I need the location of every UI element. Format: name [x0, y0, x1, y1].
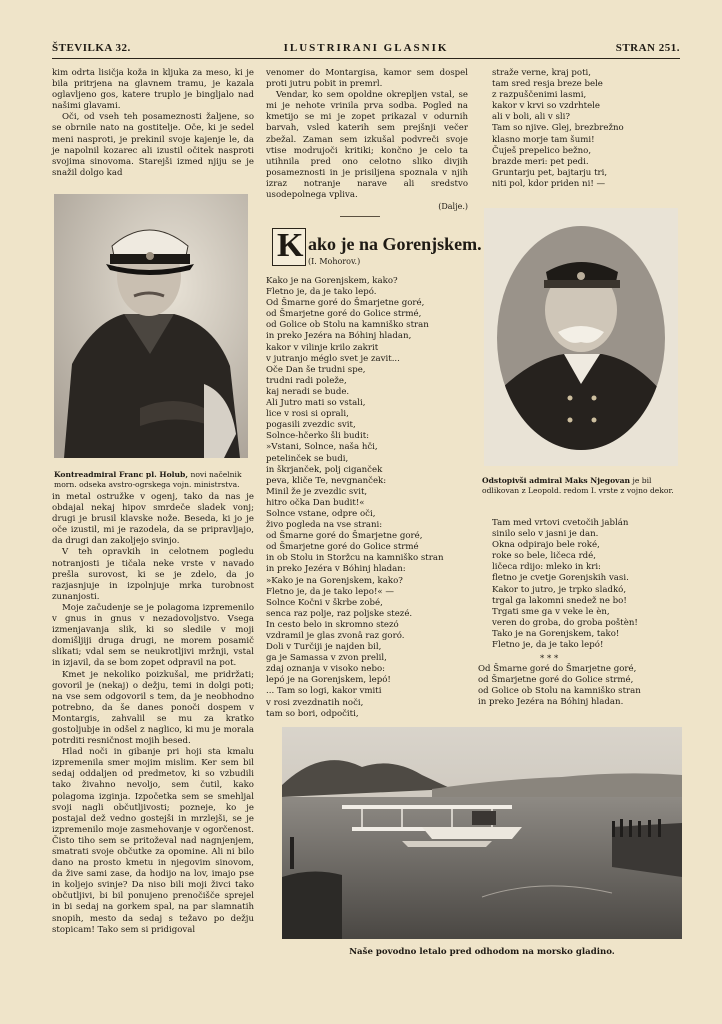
poem-line: Okna odpirajo bele roké, — [492, 540, 600, 551]
stars-divider: * * * — [540, 654, 559, 664]
poem-line: Minil že je zvezdic svit, — [266, 486, 368, 497]
photo1-caption — [54, 470, 250, 489]
poem-line: od Šmarjetne goré do Golice strmé, — [478, 675, 634, 686]
poem-line: Tam so njive. Glej, brezbrežno — [492, 123, 624, 134]
poem-author: (I. Mohorov.) — [308, 257, 361, 266]
poem-line: »Kako je na Gorenjskem, kako? — [266, 575, 403, 586]
caption-text: je bil odlikovan z Leopold. redom I. vrste z vojno dekor. — [482, 476, 674, 495]
photo2-caption — [482, 476, 682, 495]
poem-line: Tako je na Gorenjskem, tako! — [492, 628, 620, 639]
poem-line: v rosi zvezdnatih noči, — [266, 697, 364, 708]
poem-title — [272, 228, 482, 264]
poem-line: In cesto belo in skromno stezó — [266, 619, 399, 630]
poem-line: in škrjanček, polj ciganček — [266, 464, 383, 475]
poem-line: Gruntarju pet, bajtarju tri, — [492, 167, 608, 178]
col1-top-text — [52, 68, 254, 179]
poem-line: in ob Stolu in Storžcu na kamniško stran — [266, 553, 444, 564]
poem-line: Doli v Turčiji je najden bil, — [266, 642, 382, 653]
poem-line: kaj neradi se bude. — [266, 386, 350, 397]
poem-line: Oče Dan še trudni spe, — [266, 364, 366, 375]
page-number: STRAN 251. — [615, 42, 680, 54]
poem-line: roke so bele, ličeca rdé, — [492, 551, 596, 562]
poem-line: fletno je cvetje Gorenjskih vasi. — [492, 573, 629, 584]
poem-line: in preko Jezéra v Bóhinj hladan: — [266, 564, 406, 575]
issue-number: ŠTEVILKA 32. — [52, 42, 131, 54]
poem-line: tam sred resja breze bele — [492, 79, 603, 90]
poem-line: hitro očka Dan budit!« — [266, 497, 365, 508]
poem-line: vzdramil je glas zvonâ raz goró. — [266, 631, 405, 641]
poem-line: kakor v krvi so vzdrhtele — [492, 101, 601, 112]
poem-line: Trgati sme ga v veke le èn, — [492, 606, 610, 617]
poem-line: petelinček se budi, — [266, 453, 349, 464]
poem-line: Čuješ prepelico bežno, — [492, 145, 592, 156]
poem-line: in preko Jezéra na Bóhinj hladan, — [266, 331, 412, 342]
col2-top-text — [266, 68, 468, 212]
magazine-title: ILUSTRIRANI GLASNIK — [283, 42, 449, 54]
poem-line: ali v boli, ali v sli? — [492, 112, 571, 123]
paragraph: Hlad noči in gibanje pri hoji sta kmalu izpremenila smer mojim mislim. Ker sem bil sedaj oddaljen od predmetov, ki so vzbudili tako živahno nevoljo, sem čutil, kako polagoma izginja. Izpočetka sem se smehljal svoji nagli občutljivosti; pozneje, ko je postajal dež vedno gostejši in mrzlejši, se je izpremenilo moje zasmehovanje v ogorčenost. Čisto tiho sem se pritoževal nad nagnjenjem, smatrati svoje občutke za opomine. Ali ni bilo dano na prosto kmetu in njegovim sinovom, da žive sami zase, da hodijo na lov, imajo pse in koljejo svinje? Da niso bili moji živci tako občutljivi, bi bil ponujeno prenočišče sprejel in bi sedaj na gorkem spal, na par slamnatih snopih, mesto da sedaj s težavo po dežju stopicam! Tako sem si pridigoval — [52, 747, 254, 935]
poem-line: Ali Jutro mati so vstali, — [266, 398, 366, 409]
paragraph: Moje začudenje se je polagoma izpremenilo v gnus in gnus v nezadovoljstvo. Vsega izmenjavanja slik, ki so sledile v moji domišljiji druga drugi, ne morem posamič slikati; vdal sem se neukrotljivi mržnji, vstal in izjavil, da se bom zopet odpravil na pot. — [52, 602, 254, 669]
header-rule — [52, 58, 680, 59]
poem-line: ličeca rdijo: mleko in kri: — [492, 562, 601, 573]
caption-name: Kontreadmiral Franc pl. Holub, — [54, 470, 189, 479]
portrait-photo-njegovan — [484, 208, 678, 466]
paragraph: kim odrta lisičja koža in kljuka za meso, ki je bila pritrjena na glavnem tramu, je kazala oglavljeno gos, katere truplo je bingljalo nad našimi glavami. — [52, 68, 254, 112]
poem-line: klasno morje tam šumi! — [492, 134, 595, 145]
seaplane-photo — [282, 727, 682, 939]
poem-line: Od Šmarne goré do Šmarjetne goré, — [266, 298, 425, 309]
poem-line: niti pol, kdor priden ni! — — [492, 178, 606, 189]
portrait-photo-holub — [54, 194, 248, 458]
poem-column-3-end — [478, 664, 683, 708]
poem-line: Od Šmarne goré do Šmarjetne goré, — [478, 664, 637, 674]
poem-line: trudni radi poleže, — [266, 375, 347, 386]
poem-line: z razpuščenimi lasmi, — [492, 90, 587, 101]
poem-line: veren do groba, do groba poštèn! — [492, 617, 638, 628]
caption-text: Naše povodno letalo pred odhodom na morsko gladino. — [349, 947, 615, 957]
paragraph: in metal ostružke v ogenj, tako da nas je obdajal nekaj hipov smrdeče sladek vonj; drugi je brusil klavske nože. Beseda, ki jo je oče izustil, mi je razodela, da se pripravljajo, da drugi dan zakoljejo svinjo. — [52, 492, 254, 547]
poem-line: Fletno je, da je tako lepó. — [266, 287, 377, 298]
poem-line: od Golice ob Stolu na kamniško stran — [478, 686, 641, 697]
poem-line: lepó je na Gorenjskem, lepó! — [266, 675, 391, 686]
poem-line: Kakor to jutro, je trpko sladkó, — [492, 584, 627, 595]
poem-line: zdaj oznanja v visoko nebo: — [266, 664, 386, 675]
poem-line: pogasili zvezdic svit, — [266, 420, 356, 431]
poem-line: kakor v vilinje krilo zakrit — [266, 342, 379, 353]
decorative-initial: K — [272, 228, 306, 266]
poem-line: od Šmarjetne goré do Golice strmé, — [266, 309, 422, 320]
paragraph: Kmet je nekoliko poizkušal, me pridržati; govoril je (nekaj) o dežju, temi in dolgi poti; na vse sem odgovoril s tem, da je neobhodno potrebno, da še danes ponoči dospem v Montargis, zahvalil se mu za kratko gostoljubje in odšel z naglico, ki mu je morala potrditi resničnost mojih besed. — [52, 669, 254, 747]
poem-title-text: ako je na Gorenjskem. — [308, 234, 482, 254]
poem-line: »Vstani, Solnce, naša hči, — [266, 442, 378, 453]
poem-line: trgal ga lakomni snedež ne bo! — [492, 595, 627, 606]
poem-line: tam so bori, odpočiti, — [266, 708, 359, 719]
caption-text: novi načelnik morn. odseka avstro-ogrskega vojn. ministrstva. — [54, 470, 242, 489]
poem-line: Solnce Kočni v škrbe zobé, — [266, 597, 383, 608]
poem-line: od Šmarne goré do Šmarjetne goré, — [266, 531, 423, 542]
poem-line: Solnce vstane, odpre oči, — [266, 508, 376, 519]
photo3-caption — [282, 948, 682, 958]
col1-bottom-text — [52, 492, 254, 936]
poem-line: Fletno je, da je tako lepo!« — — [266, 586, 394, 597]
paragraph: Vendar, ko sem opoldne okrepljen vstal, se mi je nehote vrinila prva sodba. Pogled na kmetijo se mi je zopet prikazal v odurnih barvah, vsled katerih sem prejšnji večer zbežal. Zaman sem izkušal podvreči svoje vtise modrujoči kritiki; končno je celo ta utihnila pred ono celotno sliko divjih posameznosti in je prisiljena spoznala v njih izraz notranje narave ali sredstvo usodepolnega vpliva. — [266, 90, 468, 201]
paragraph: venomer do Montargisa, kamor sem dospel proti jutru pobit in premrl. — [266, 68, 468, 90]
poem-column-3-middle — [492, 518, 682, 651]
poem-line: Fletno je, da je tako lepó! — [492, 640, 604, 651]
portrait-illustration — [54, 194, 248, 458]
poem-line: brazde meri: pet pedi. — [492, 156, 589, 167]
paragraph: Oči, od vseh teh posameznosti žaljene, so se obrnile nato na gostitelje. Oče, ki je sedel meni nasproti, je prekinil svoje kajenje le, da je napolnil kozarec ali izustil očitek nasproti svojima sinovoma. Starejši izmed njiju se je snažil dolgo kad — [52, 112, 254, 178]
poem-line: od Šmarjetne goré do Golice strmé — [266, 542, 419, 553]
poem-line: in preko Jezéra na Bóhinj hladan. — [478, 697, 624, 708]
poem-line: Solnce-hčerko šli budit: — [266, 431, 370, 442]
poem-line: straže verne, kraj poti, — [492, 68, 592, 78]
seaplane-illustration — [282, 727, 682, 939]
paragraph: V teh opravkih in celotnem pogledu notranjosti je tičala neke vrste v navado prešla surovost, ki se je zdelo, da jo razjasnjuje in izpolnjuje mrka turobnost zunanjosti. — [52, 547, 254, 602]
oval-portrait-illustration — [484, 208, 678, 466]
poem-line: od Golice ob Stolu na kamniško stran — [266, 320, 429, 331]
poem-column-2 — [266, 276, 471, 720]
continued-note: (Dalje.) — [438, 202, 468, 212]
poem-column-3-top — [492, 68, 682, 190]
section-separator — [340, 216, 380, 217]
poem-line: peva, kliče Te, nevgnanček: — [266, 475, 387, 486]
caption-name: Odstopivši admiral Maks Njegovan — [482, 476, 631, 485]
poem-line: Kako je na Gorenjskem, kako? — [266, 276, 398, 286]
page-header — [52, 40, 680, 58]
poem-line: lice v rosi si oprali, — [266, 409, 349, 420]
poem-line: Tam med vrtovi cvetočih jablán — [492, 518, 629, 528]
poem-line: sinilo selo v jasni je dan. — [492, 529, 599, 540]
poem-line: senca raz polje, raz poljske stezé. — [266, 608, 413, 619]
poem-line: v jutranjo méglo svet je zavit... — [266, 353, 400, 364]
poem-line: ga je Samassa v zvon prelil, — [266, 653, 387, 664]
poem-line: ... Tam so logi, kakor vmiti — [266, 686, 382, 697]
poem-line: živo pogleda na vse strani: — [266, 520, 383, 531]
